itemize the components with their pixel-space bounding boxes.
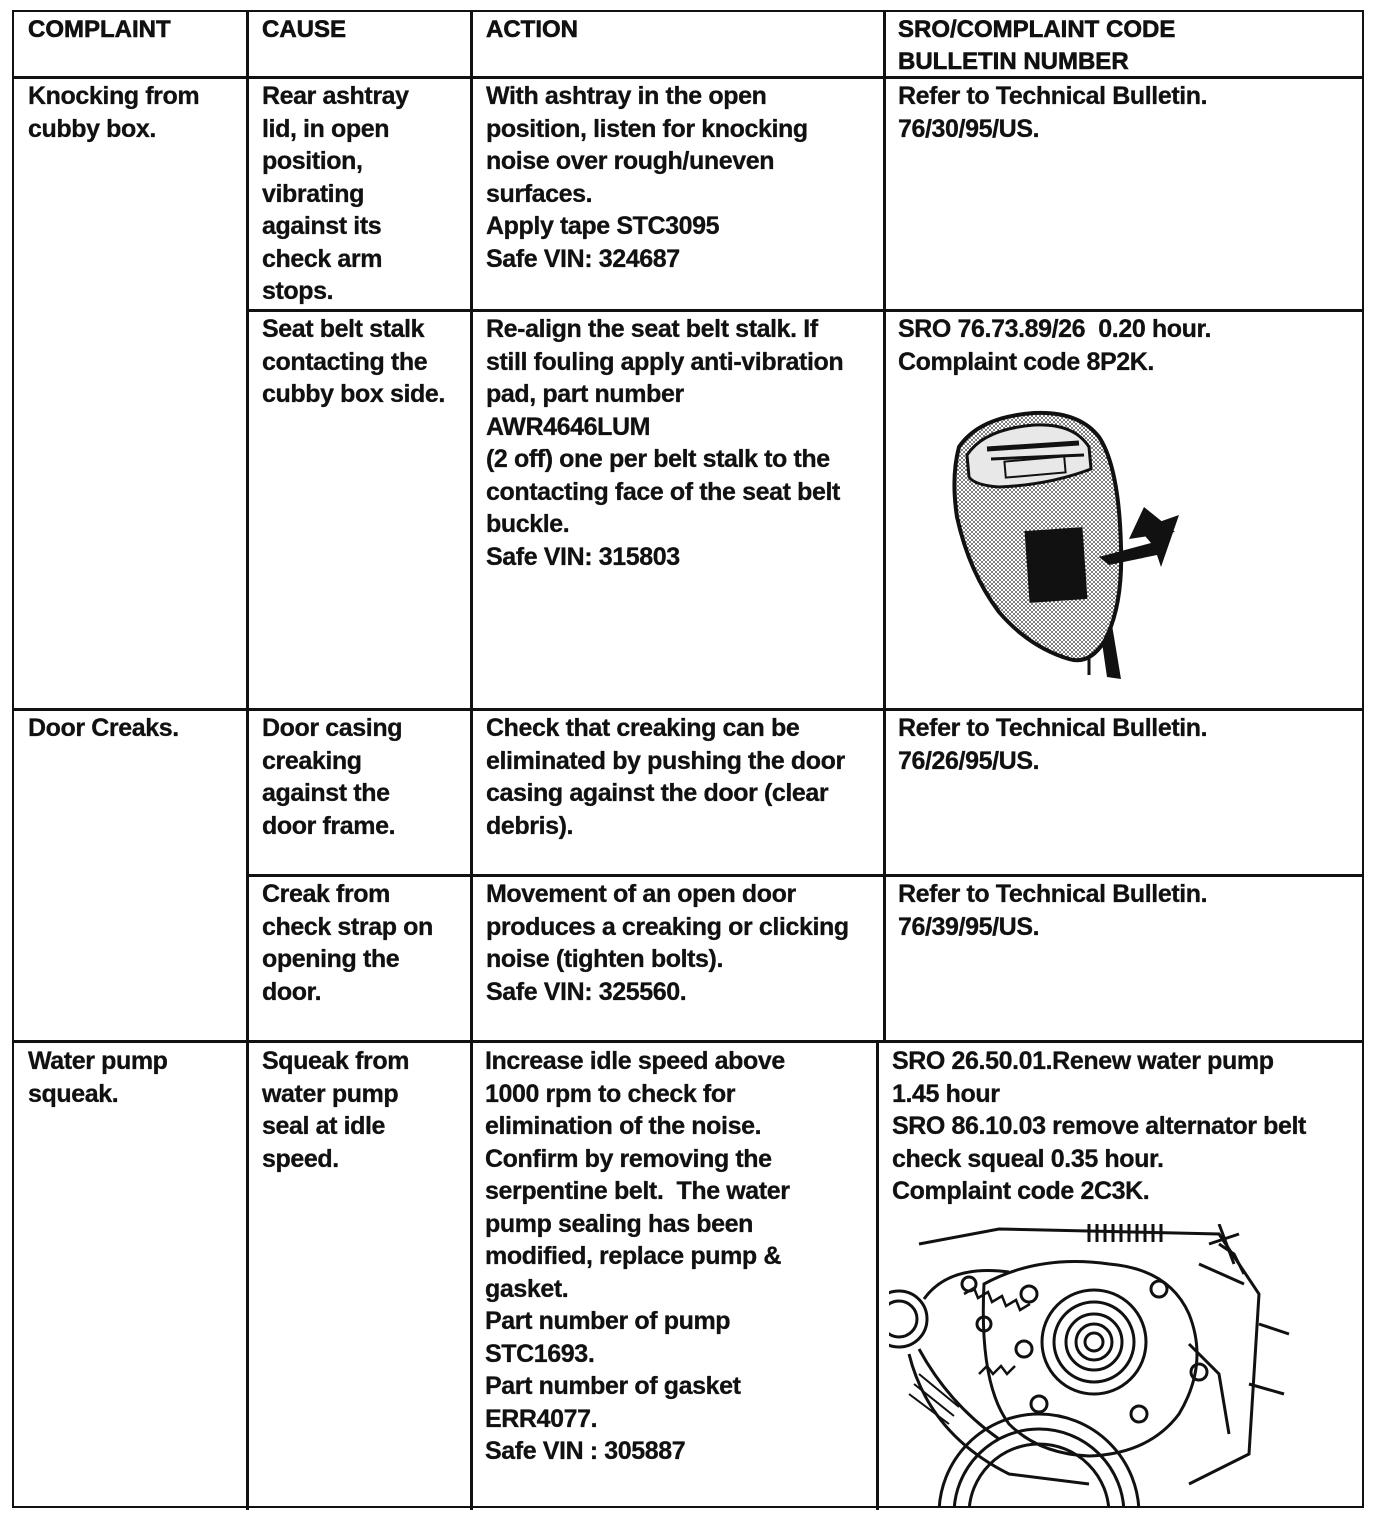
row2-cause: Seat belt stalk contacting the cubby box side.: [262, 315, 445, 408]
water-pump-illustration: [889, 1224, 1359, 1508]
row3-cause: Door casing creaking against the door frame.: [262, 714, 403, 840]
row2-action: Re-align the seat belt stalk. If still fouling apply anti-vibration pad, part number AWR4646LUM (2 off) one per belt stalk to the contacting face of the seat belt buckle. Safe VIN: 315803: [486, 315, 844, 571]
row5-action: Increase idle speed above 1000 rpm to check for elimination of the noise. Confirm by removing the serpentine belt. The water pump sealing has been modified, replace pump & gasket. Part number of pump STC1693. Part number of gasket ERR4077. Safe VIN : 305887: [485, 1047, 790, 1465]
row1-complaint: Knocking from cubby box.: [28, 82, 200, 143]
row4-sro: Refer to Technical Bulletin. 76/39/95/US.: [898, 880, 1208, 941]
header-action: ACTION: [486, 16, 578, 43]
row2-sro: SRO 76.73.89/26 0.20 hour. Complaint code 8P2K.: [898, 315, 1211, 376]
seat-belt-buckle-illustration: [939, 407, 1179, 682]
row5-cause: Squeak from water pump seal at idle speed.: [262, 1047, 410, 1173]
header-sro-bulletin: SRO/COMPLAINT CODE BULLETIN NUMBER: [898, 16, 1176, 75]
row3-sro: Refer to Technical Bulletin. 76/26/95/US.: [898, 714, 1208, 775]
row5-complaint: Water pump squeak.: [28, 1047, 168, 1108]
header-cause: CAUSE: [262, 16, 347, 43]
row5-sro: SRO 26.50.01.Renew water pump 1.45 hour SRO 86.10.03 remove alternator belt check squeal 0.35 hour. Complaint code 2C3K.: [892, 1047, 1306, 1205]
complaint-table: [12, 10, 1364, 1508]
row1-sro: Refer to Technical Bulletin. 76/30/95/US.: [898, 82, 1208, 143]
row3-action: Check that creaking can be eliminated by pushing the door casing against the door (clear debris).: [486, 714, 845, 840]
row4-action: Movement of an open door produces a creaking or clicking noise (tighten bolts). Safe VIN: 325560.: [486, 880, 849, 1006]
header-complaint: COMPLAINT: [28, 16, 171, 43]
row1-action: With ashtray in the open position, listen for knocking noise over rough/uneven surfaces. Apply tape STC3095 Safe VIN: 324687: [486, 82, 808, 273]
row3-complaint: Door Creaks.: [28, 714, 179, 742]
row4-cause: Creak from check strap on opening the door.: [262, 880, 433, 1006]
row1-cause: Rear ashtray lid, in open position, vibrating against its check arm stops.: [262, 82, 409, 305]
